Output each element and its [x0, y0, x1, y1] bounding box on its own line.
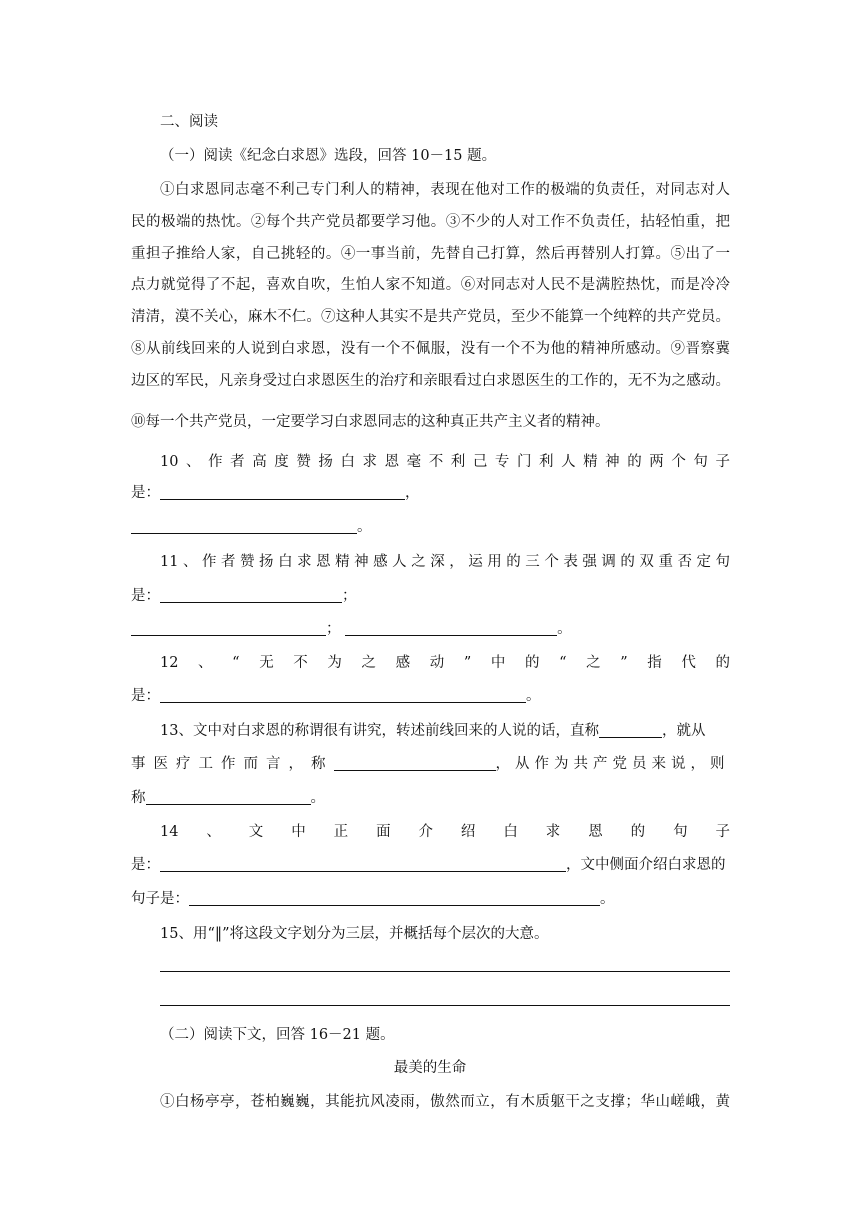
- question-12-answer-line: 是： 。: [131, 688, 541, 704]
- question-15: 15、用“‖”将这段文字划分为三层，并概括每个层次的大意。: [160, 926, 549, 942]
- question-13-line-2: 事医疗工作而言，称 ，从作为共产党员来说，则: [131, 756, 730, 772]
- answer-blank[interactable]: [160, 588, 342, 603]
- passage-line: 清清，漠不关心，麻木不仁。⑦这种人其实不是共产党员，至少不能算一个纯粹的共产党员。: [131, 309, 730, 325]
- answer-blank[interactable]: [345, 621, 557, 636]
- passage-line: 重担子推给人家，自己挑轻的。④一事当前，先替自己打算，然后再替别人打算。⑤出了一: [131, 246, 730, 262]
- answer-blank[interactable]: [189, 891, 600, 906]
- passage-line: 边区的军民，凡亲身受过白求恩医生的治疗和亲眼看过白求恩医生的工作的，无不为之感动。: [131, 373, 730, 389]
- answer-blank[interactable]: [160, 485, 405, 500]
- answer-blank[interactable]: [160, 857, 566, 872]
- article-first-line: ①白杨亭亭，苍柏巍巍，其能抗风凌雨，傲然而立，有木质躯干之支撑；华山嵯峨，黄: [160, 1094, 730, 1110]
- answer-blank[interactable]: [131, 621, 326, 636]
- question-13-line-3: 称 。: [131, 790, 325, 806]
- question-12: 12、“无不为之感动”中的“之”指代的: [160, 655, 730, 671]
- passage-line: 点力就觉得了不起，喜欢自吹，生怕人家不知道。⑥对同志对人民不是满腔热忱，而是冷冷: [131, 277, 730, 293]
- question-13: 13、文中对白求恩的称谓很有讲究，转述前线回来的人说的话，直称 ，就从: [160, 723, 706, 739]
- question-10-answer-line-2: 。: [131, 518, 730, 536]
- question-14: 14、文中正面介绍白求恩的句子: [160, 824, 730, 840]
- answer-blank[interactable]: [146, 790, 311, 805]
- answer-blank[interactable]: [334, 756, 496, 771]
- question-14-answer-line-2: 句子是： 。: [131, 891, 615, 907]
- answer-blank[interactable]: [131, 519, 357, 534]
- question-11-answer-line-2: ； 。: [131, 620, 730, 638]
- article-title: 最美的生命: [393, 1060, 467, 1076]
- passage-line: ⑧从前线回来的人说到白求恩，没有一个不佩服，没有一个不为他的精神所感动。⑨晋察冀: [131, 341, 730, 357]
- question-14-answer-line: 是： ，文中侧面介绍白求恩的: [131, 857, 726, 873]
- section-heading: 二、阅读: [160, 114, 218, 130]
- answer-line[interactable]: [160, 971, 730, 972]
- passage-line: 民的极端的热忱。②每个共产党员都要学习他。③不少的人对工作不负责任，拈轻怕重，把: [131, 214, 730, 230]
- part1-intro: （一）阅读《纪念白求恩》选段，回答 10－15 题。: [160, 148, 497, 164]
- question-10: 10、作者高度赞扬白求恩毫不利己专门利人精神的两个句子: [160, 454, 730, 470]
- passage-line: ①白求恩同志毫不利己专门利人的精神，表现在他对工作的极端的负责任，对同志对人: [160, 182, 730, 198]
- part2-intro: （二）阅读下文，回答 16－21 题。: [160, 1027, 395, 1043]
- question-11: 11、作者赞扬白求恩精神感人之深，运用的三个表强调的双重否定句: [160, 554, 730, 570]
- question-11-answer-line: 是： ；: [131, 588, 357, 604]
- answer-line[interactable]: [160, 1005, 730, 1006]
- answer-blank[interactable]: [599, 723, 662, 738]
- question-10-answer-line: 是： ，: [131, 485, 420, 501]
- answer-blank[interactable]: [160, 688, 526, 703]
- passage-line: ⑩每一个共产党员，一定要学习白求恩同志的这种真正共产主义者的精神。: [131, 414, 610, 430]
